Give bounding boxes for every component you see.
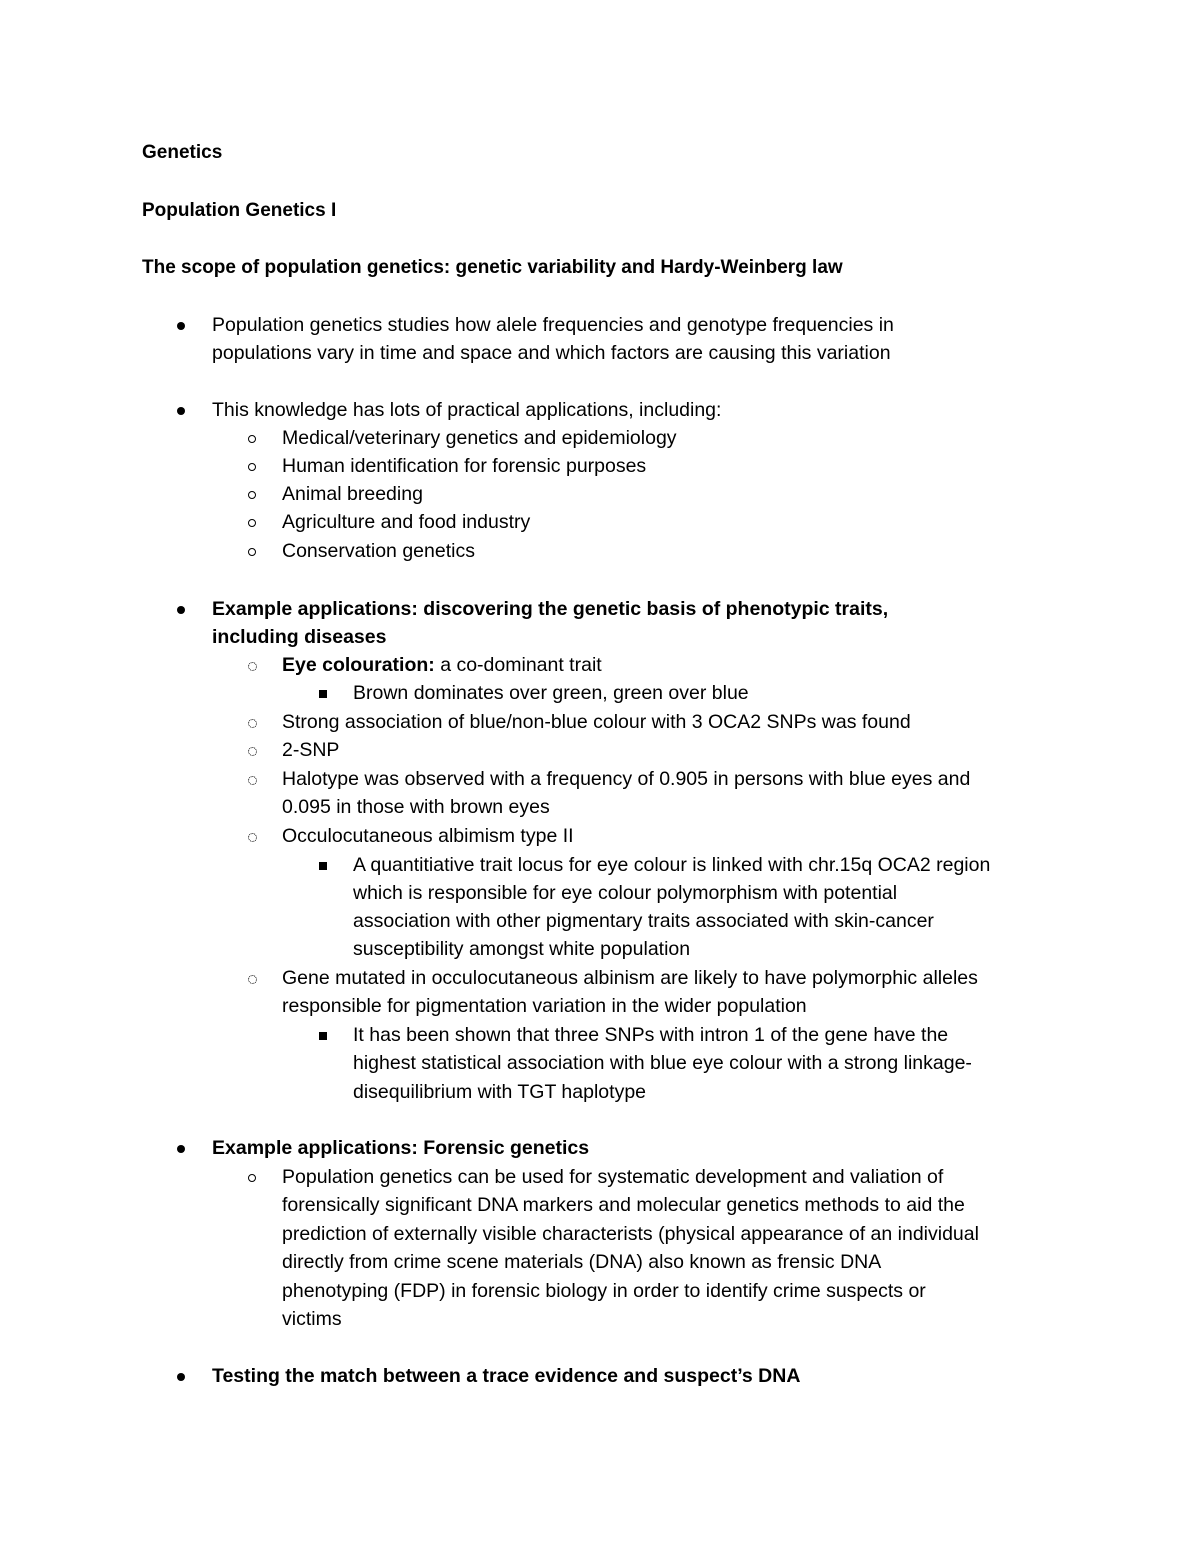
list-item-text: responsible for pigmentation variation in the wider population xyxy=(282,995,807,1017)
bullet-circle xyxy=(248,491,256,499)
bullet-disc xyxy=(177,1373,185,1381)
list-item-text: disequilibrium with TGT haplotype xyxy=(353,1081,647,1103)
list-item-text: victims xyxy=(282,1308,342,1330)
list-item-text: 2-SNP xyxy=(282,739,340,761)
document-subtitle: Population Genetics I xyxy=(142,200,337,221)
list-item-text: Brown dominates over green, green over blue xyxy=(353,682,749,704)
list-item-text: Occulocutaneous albimism type II xyxy=(282,825,574,847)
list-item-text: susceptibility amongst white population xyxy=(353,938,691,960)
list-item-text: Population genetics studies how alele frequencies and genotype frequencies in xyxy=(212,314,894,336)
bullet-dotted-circle xyxy=(248,776,257,785)
list-item-text: 0.095 in those with brown eyes xyxy=(282,796,550,818)
list-item-text: directly from crime scene materials (DNA) also known as frensic DNA xyxy=(282,1251,882,1273)
list-item-text: including diseases xyxy=(212,626,387,648)
bullet-square xyxy=(319,862,327,870)
bullet-dotted-circle xyxy=(248,662,257,671)
bullet-dotted-circle xyxy=(248,833,257,842)
bullet-disc xyxy=(177,606,185,614)
bullet-circle xyxy=(248,519,256,527)
list-item-text: highest statistical association with blue eye colour with a strong linkage- xyxy=(353,1052,972,1074)
bullet-circle xyxy=(248,463,256,471)
list-item-text: Example applications: discovering the genetic basis of phenotypic traits, xyxy=(212,598,889,620)
bullet-circle xyxy=(248,435,256,443)
bullet-disc xyxy=(177,1145,185,1153)
list-item-text: Animal breeding xyxy=(282,483,423,505)
bullet-circle xyxy=(248,1174,256,1182)
bullet-disc xyxy=(177,322,185,330)
list-item-text: phenotyping (FDP) in forensic biology in order to identify crime suspects or xyxy=(282,1280,926,1302)
bullet-dotted-circle xyxy=(248,719,257,728)
list-item-text: which is responsible for eye colour polymorphism with potential xyxy=(353,882,898,904)
bullet-square xyxy=(319,690,327,698)
list-item-text: Testing the match between a trace evidence and suspect’s DNA xyxy=(212,1365,801,1387)
eye-colouration-label: Eye colouration: xyxy=(282,654,435,676)
list-item-text: Agriculture and food industry xyxy=(282,511,531,533)
list-item-text xyxy=(282,651,1072,679)
list-item-text: Population genetics can be used for systematic development and valiation of xyxy=(282,1166,944,1188)
list-item-text: Example applications: Forensic genetics xyxy=(212,1137,590,1159)
list-item-text: Gene mutated in occulocutaneous albinism are likely to have polymorphic alleles xyxy=(282,967,978,989)
bullet-disc xyxy=(177,407,185,415)
list-item-text: association with other pigmentary traits associated with skin-cancer xyxy=(353,910,934,932)
list-item-text: Halotype was observed with a frequency of 0.905 in persons with blue eyes and xyxy=(282,768,971,790)
list-item-text: forensically significant DNA markers and molecular genetics methods to aid the xyxy=(282,1194,965,1216)
bullet-dotted-circle xyxy=(248,975,257,984)
bullet-square xyxy=(319,1032,327,1040)
bullet-circle xyxy=(248,548,256,556)
eye-colouration-text: a co-dominant trait xyxy=(434,654,602,676)
document-title: Genetics xyxy=(142,142,223,163)
list-item-text: Conservation genetics xyxy=(282,540,475,562)
list-item-text: A quantitiative trait locus for eye colour is linked with chr.15q OCA2 region xyxy=(353,854,991,876)
list-item-text: This knowledge has lots of practical applications, including: xyxy=(212,399,722,421)
list-item-text: It has been shown that three SNPs with intron 1 of the gene have the xyxy=(353,1024,949,1046)
section-heading: The scope of population genetics: genetic variability and Hardy-Weinberg law xyxy=(142,257,843,278)
list-item-text: Strong association of blue/non-blue colour with 3 OCA2 SNPs was found xyxy=(282,711,911,733)
list-item-text: populations vary in time and space and which factors are causing this variation xyxy=(212,342,891,364)
list-item-text: prediction of externally visible characterists (physical appearance of an individual xyxy=(282,1223,979,1245)
bullet-dotted-circle xyxy=(248,747,257,756)
list-item-text: Human identification for forensic purposes xyxy=(282,455,647,477)
list-item-text: Medical/veterinary genetics and epidemiology xyxy=(282,427,677,449)
